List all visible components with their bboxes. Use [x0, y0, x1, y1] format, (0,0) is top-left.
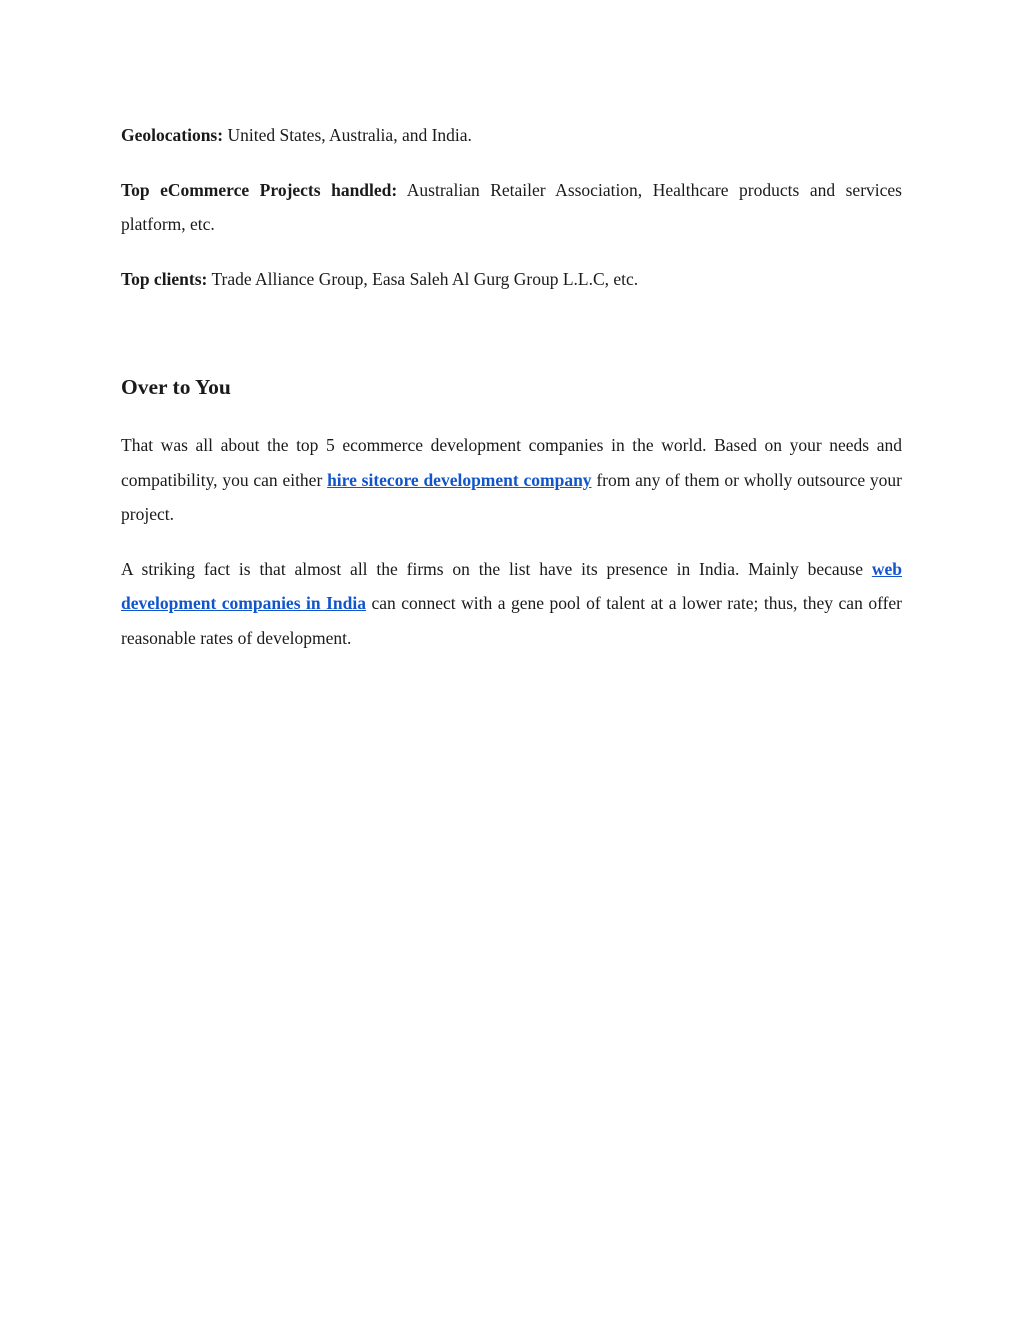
conclusion-paragraph-1 — [121, 428, 902, 532]
para1-text-after: from any of them or wholly outsource your project. — [121, 469, 902, 524]
para2-text-after: can connect with a gene pool of talent at a lower rate; thus, they can offer reasonable rates of development. — [121, 593, 902, 648]
web-development-india-link[interactable]: web development companies in India — [121, 558, 902, 613]
para2-text-before: A striking fact is that almost all the firms on the list have its presence in India. Mainly because — [121, 558, 872, 579]
geolocations-label: Geolocations: — [121, 125, 224, 145]
document-page — [121, 118, 902, 655]
projects-label: Top eCommerce Projects handled: — [121, 179, 398, 200]
clients-paragraph — [121, 262, 902, 297]
clients-label: Top clients: — [121, 268, 208, 289]
clients-text: Trade Alliance Group, Easa Saleh Al Gurg Group L.L.C, etc. — [207, 268, 639, 289]
conclusion-paragraph-2 — [121, 552, 902, 656]
para1-text-before: That was all about the top 5 ecommerce development companies in the world. Based on your needs and compatibility, you can either — [121, 435, 902, 490]
projects-paragraph — [121, 173, 902, 242]
section-heading: Over to You — [121, 375, 231, 399]
geolocations-paragraph — [121, 118, 902, 153]
hire-sitecore-link[interactable]: hire sitecore development company — [327, 469, 592, 490]
projects-text: Australian Retailer Association, Healthcare products and services platform, etc. — [121, 179, 902, 234]
geolocations-text: United States, Australia, and India. — [223, 125, 472, 145]
